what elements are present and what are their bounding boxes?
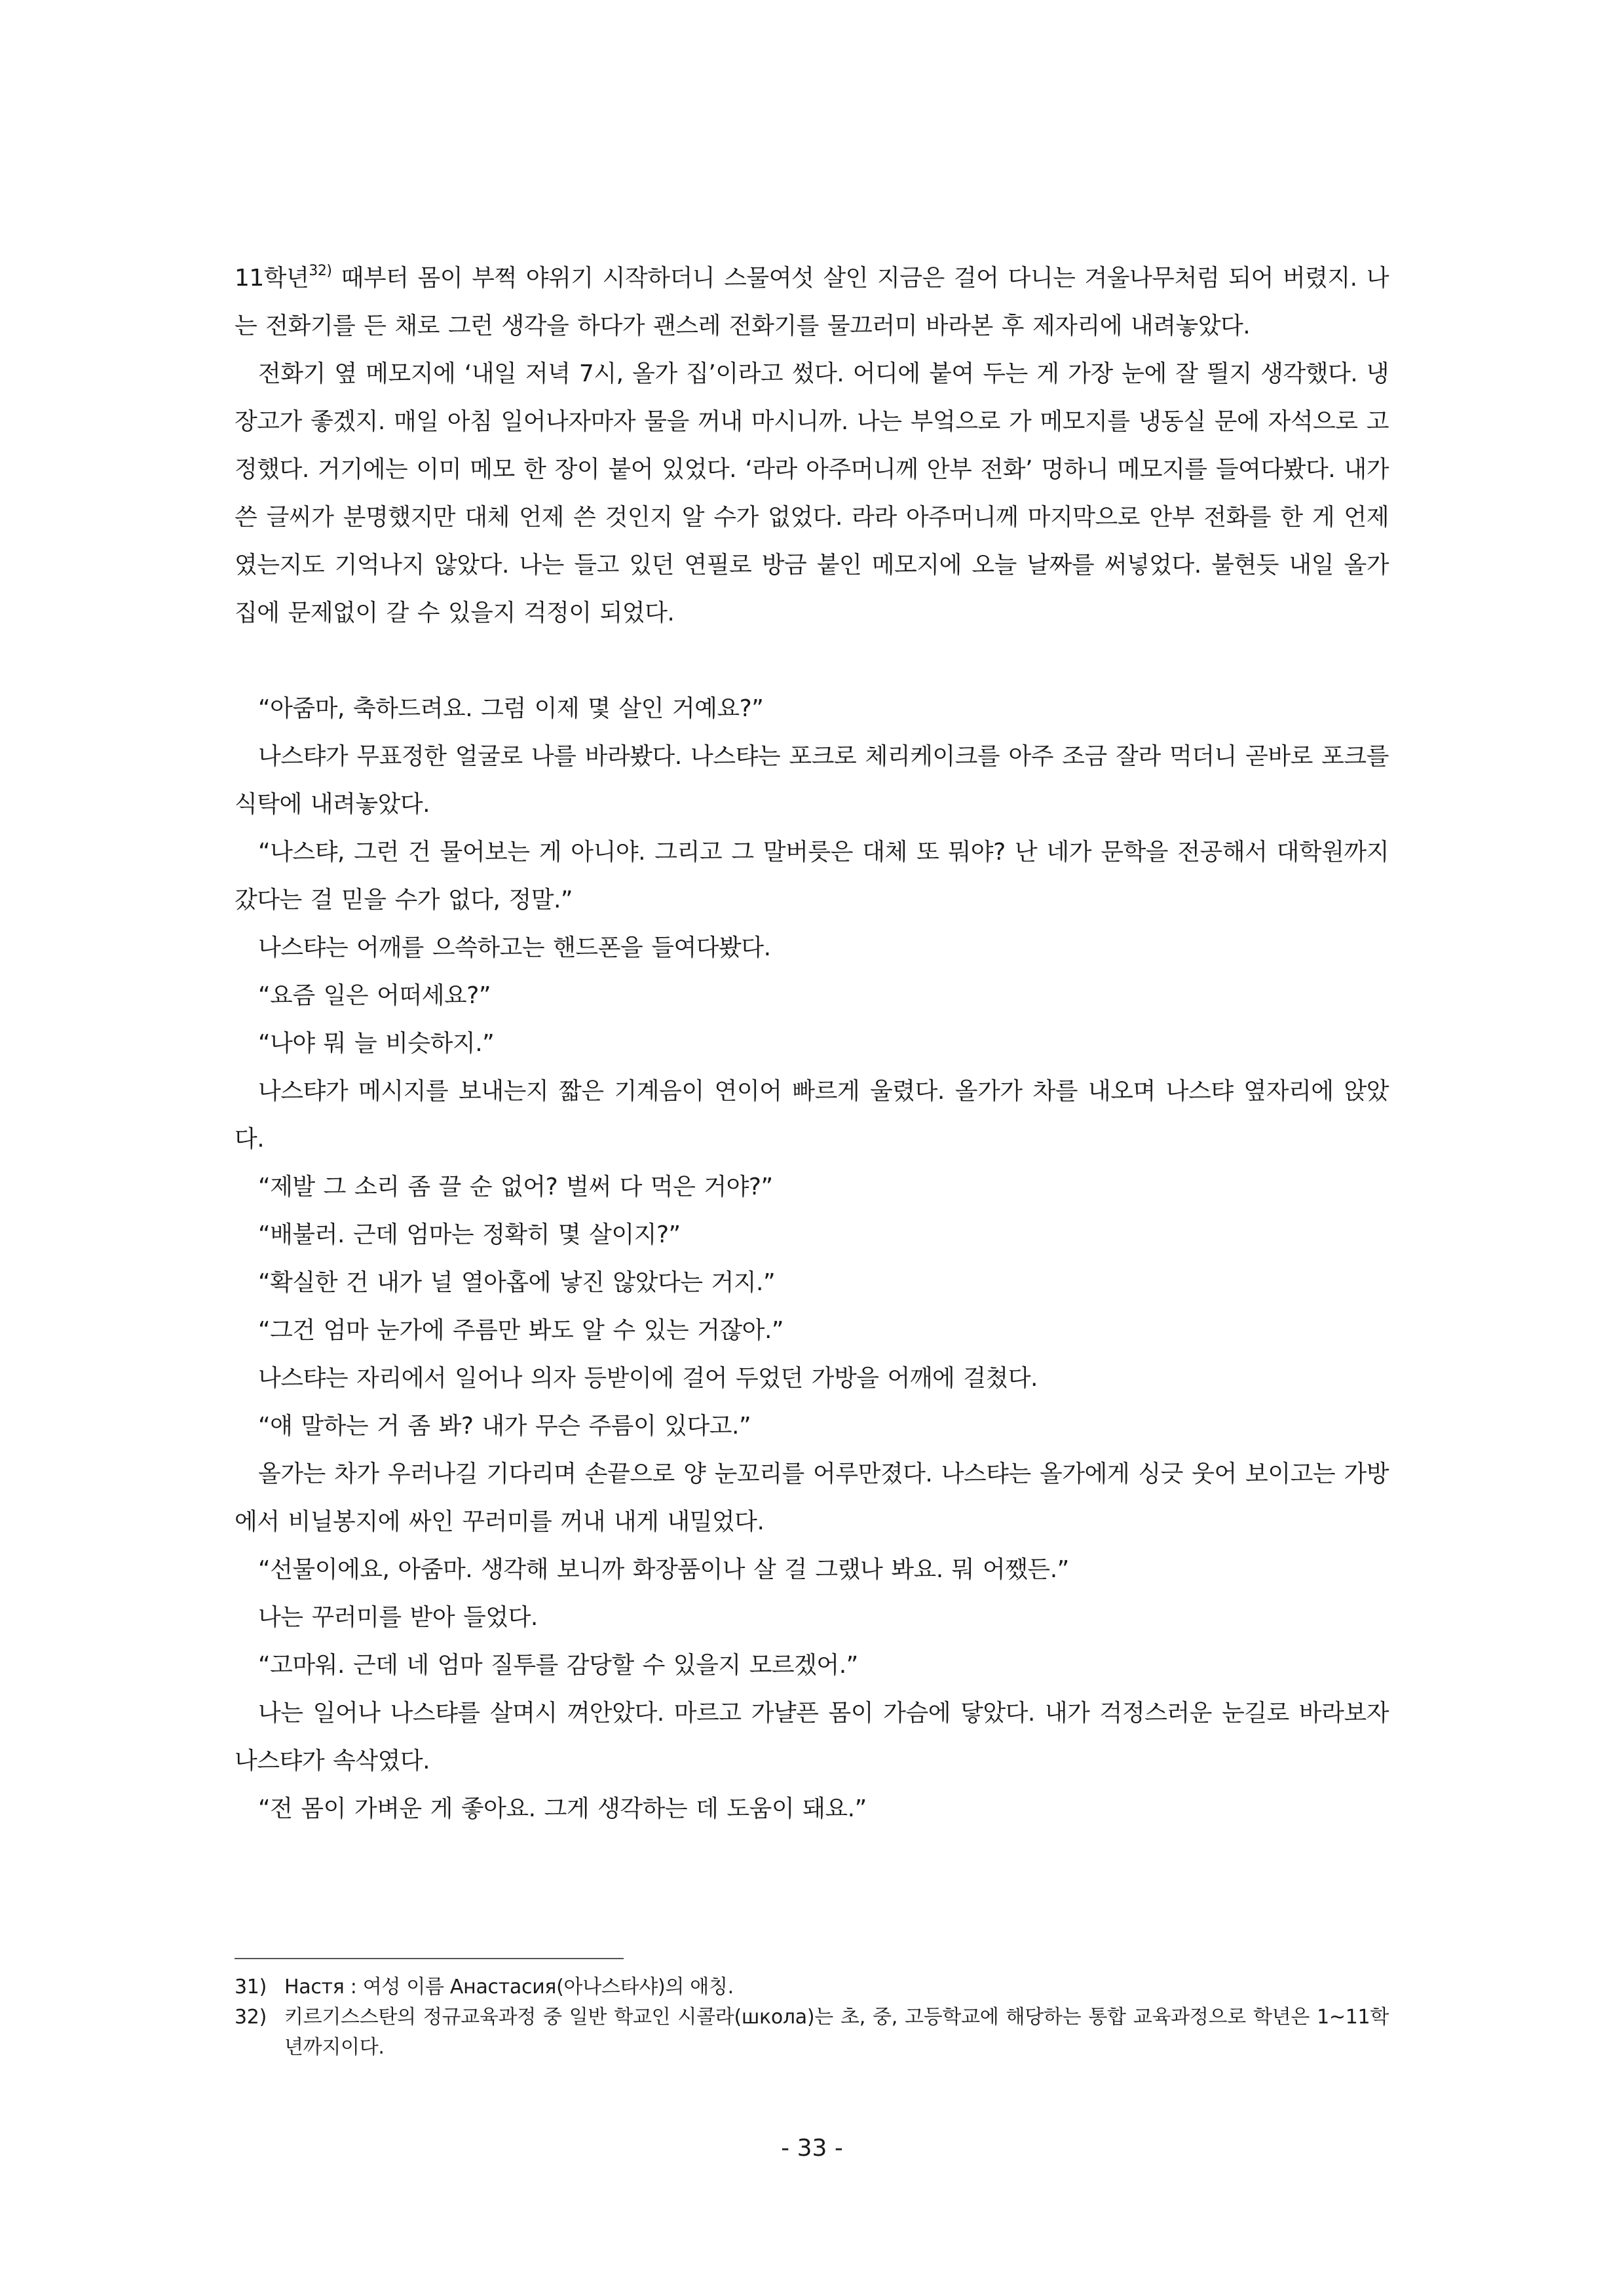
paragraph-text: 때부터 몸이 부쩍 야위기 시작하더니 스물여섯 살인 지금은 걸어 다니는 겨울나무처럼 되어 버렸지. 나는 전화기를 든 채로 그런 생각을 하다가 괜스레 전화기를 물끄러미 바라본 후 제자리에 내려놓았다. [235, 265, 1389, 339]
footnote-divider [235, 1958, 624, 1959]
paragraph: 나는 꾸러미를 받아 들었다. [258, 1604, 538, 1631]
paragraph: 나스탸가 메시지를 보내는지 짧은 기계음이 연이어 빠르게 울렸다. 올가가 차를 내오며 나스탸 옆자리에 앉았다. [235, 1078, 1389, 1153]
paragraph: “고마워. 근데 네 엄마 질투를 감당할 수 있을지 모르겠어.” [258, 1652, 858, 1679]
paragraph: “나스탸, 그런 건 물어보는 게 아니야. 그리고 그 말버릇은 대체 또 뭐야? 난 네가 문학을 전공해서 대학원까지 갔다는 걸 믿을 수가 없다, 정말.” [235, 839, 1389, 913]
paragraph: 나스탸가 무표정한 얼굴로 나를 바라봤다. 나스탸는 포크로 체리케이크를 아주 조금 잘라 먹더니 곧바로 포크를 식탁에 내려놓았다. [235, 743, 1389, 818]
paragraph: “전 몸이 가벼운 게 좋아요. 그게 생각하는 데 도움이 돼요.” [258, 1795, 867, 1822]
footnote-number: 31) [235, 1976, 267, 1999]
paragraph: “요즘 일은 어떠세요?” [258, 982, 491, 1009]
paragraph: “얘 말하는 거 좀 봐? 내가 무슨 주름이 있다고.” [258, 1413, 751, 1440]
paragraph: 전화기 옆 메모지에 ‘내일 저녁 7시, 올가 집’이라고 썼다. 어디에 붙여 두는 게 가장 눈에 잘 띌지 생각했다. 냉장고가 좋겠지. 매일 아침 일어나자마자 물을 꺼내 마시니까. 나는 부엌으로 가 메모지를 냉동실 문에 자석으로 고정했다. 거기에는 이미 메모 한 장이 붙어 있었다. ‘라라 아주머니께 안부 전화’ 멍하니 메모지를 들여다봤다. 내가 쓴 글씨가 분명했지만 대체 언제 쓴 것인지 알 수가 없었다. 라라 아주머니께 마지막으로 안부 전화를 한 게 언제였는지도 기억나지 않았다. 나는 들고 있던 연필로 방금 붙인 메모지에 오늘 날짜를 써넣었다. 불현듯 내일 올가 집에 문제없이 갈 수 있을지 걱정이 되었다. [235, 360, 1389, 626]
paragraph-text: 11학년 [235, 265, 309, 292]
footnote-text: Настя : 여성 이름 Анастасия(아나스타샤)의 애칭. [284, 1976, 734, 1999]
footnotes [235, 1972, 1389, 2063]
paragraph: 나스탸는 어깨를 으쓱하고는 핸드폰을 들여다봤다. [258, 934, 771, 961]
paragraph: “제발 그 소리 좀 끌 순 없어? 벌써 다 먹은 거야?” [258, 1174, 773, 1200]
footnote-31 [235, 1972, 1389, 2002]
paragraph: “배불러. 근데 엄마는 정확히 몇 살이지?” [258, 1221, 681, 1248]
body-text [235, 254, 1389, 1833]
paragraph: “선물이에요, 아줌마. 생각해 보니까 화장품이나 살 걸 그랬나 봐요. 뭐 어쨌든.” [258, 1556, 1069, 1583]
paragraph: “나야 뭐 늘 비슷하지.” [258, 1030, 495, 1057]
paragraph: 나는 일어나 나스탸를 살며시 껴안았다. 마르고 가냘픈 몸이 가슴에 닿았다. 내가 걱정스러운 눈길로 바라보자 나스탸가 속삭였다. [235, 1700, 1389, 1774]
paragraph: “확실한 건 내가 널 열아홉에 낳진 않았다는 거지.” [258, 1269, 776, 1296]
footnote-number: 32) [235, 2006, 267, 2029]
footnote-text: 키르기스스탄의 정규교육과정 중 일반 학교인 시콜라(школа)는 초, 중, 고등학교에 해당하는 통합 교육과정으로 학년은 1~11학년까지이다. [284, 2006, 1389, 2059]
footnote-32 [235, 2002, 1389, 2063]
paragraph: “그건 엄마 눈가에 주름만 봐도 알 수 있는 거잖아.” [258, 1317, 784, 1344]
paragraph: 나스탸는 자리에서 일어나 의자 등받이에 걸어 두었던 가방을 어깨에 걸쳤다. [258, 1365, 1038, 1392]
paragraph: “아줌마, 축하드려요. 그럼 이제 몇 살인 거예요?” [258, 695, 764, 722]
page-number: - 33 - [781, 2135, 843, 2162]
section-break [235, 637, 1389, 685]
footnote-reference[interactable]: 32) [309, 263, 332, 279]
paragraph: 올가는 차가 우러나길 기다리며 손끝으로 양 눈꼬리를 어루만졌다. 나스탸는 올가에게 싱긋 웃어 보이고는 가방에서 비닐봉지에 싸인 꾸러미를 꺼내 내게 내밀었다. [235, 1461, 1389, 1535]
paragraph [235, 254, 1389, 350]
